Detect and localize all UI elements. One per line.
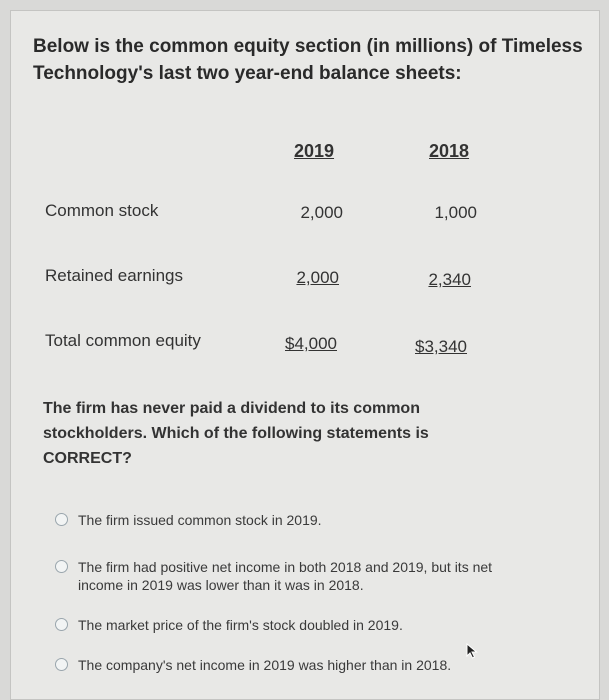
radio-button-icon[interactable] [55,560,68,573]
answer-option-label: The company's net income in 2019 was higher than in 2018. [78,657,452,673]
answer-option-3[interactable] [55,616,475,634]
answer-option-label: The firm had positive net income in both 2018 and 2019, but its net income in 2019 was lower than it was in 2018. [78,559,493,593]
question-card [10,10,600,700]
cell-retained-earnings-2018: 2,340 [428,270,471,289]
radio-button-icon[interactable] [55,513,68,526]
cell-total-common-equity-2019: $4,000 [285,334,337,353]
row-label-total-common-equity: Total common equity [45,331,201,350]
cell-common-stock-2019: 2,000 [300,203,343,222]
cell-total-common-equity-2018: $3,340 [415,337,467,356]
column-header-2018: 2018 [429,141,470,161]
question-text: The firm has never paid a dividend to its common stockholders. Which of the following statements is CORRECT? [43,400,429,467]
cell-retained-earnings-2019: 2,000 [296,268,339,287]
cell-common-stock-2018: 1,000 [434,203,477,222]
answer-option-label: The market price of the firm's stock doubled in 2019. [78,617,403,633]
row-label-retained-earnings: Retained earnings [45,266,183,285]
column-header-2019: 2019 [294,141,335,161]
answer-option-2[interactable] [55,558,535,594]
question-heading: Below is the common equity section (in millions) of Timeless Technology's last two year-end balance sheets: [33,36,583,84]
row-label-common-stock: Common stock [45,201,159,220]
mouse-pointer-icon [466,643,478,659]
radio-button-icon[interactable] [55,618,68,631]
answer-option-4[interactable] [55,656,515,674]
answer-option-1[interactable] [55,511,475,529]
answer-option-label: The firm issued common stock in 2019. [78,512,322,528]
radio-button-icon[interactable] [55,658,68,671]
